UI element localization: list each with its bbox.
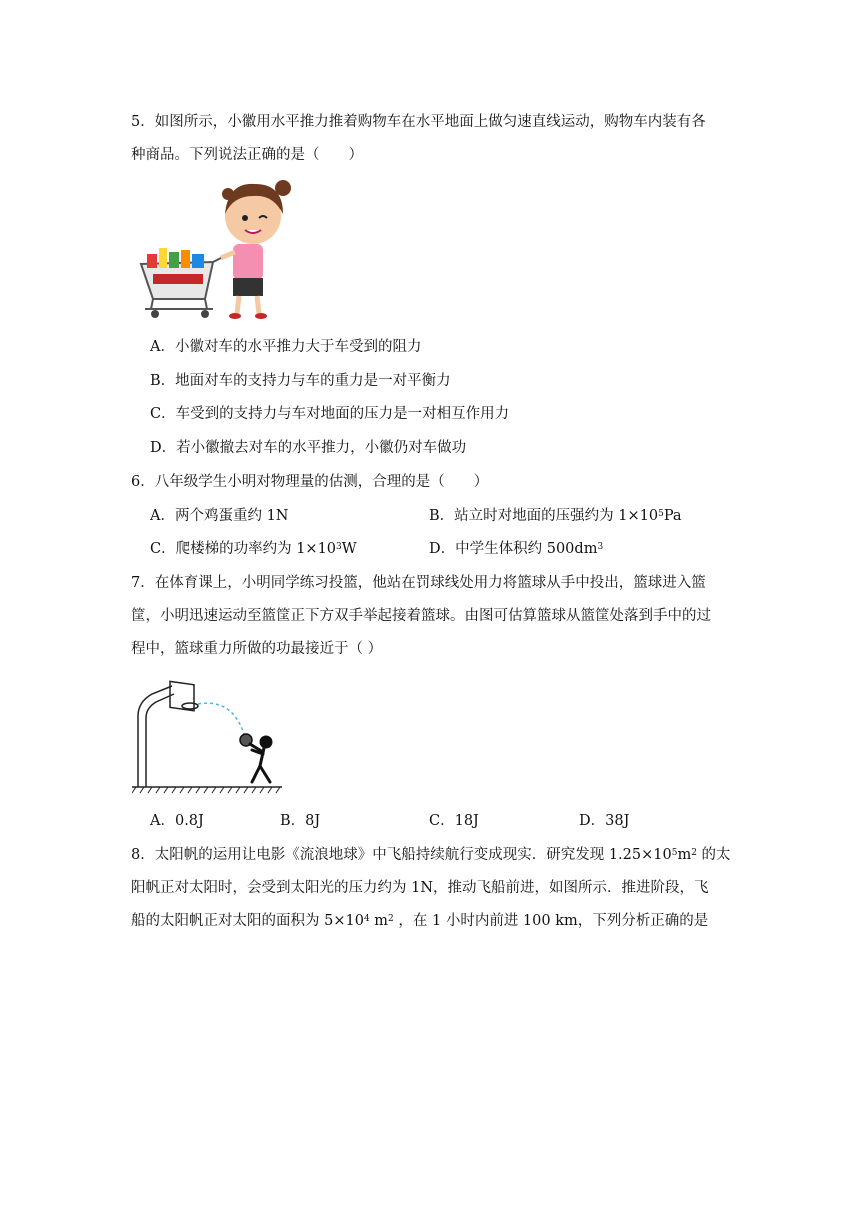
q7-stem-line3: 程中，篮球重力所做的功最接近于（ ） <box>131 641 383 657</box>
q8-stem-line2: 阳帆正对太阳时，会受到太阳光的压力约为 1N，推动飞船前进，如图所示．推进阶段，飞 <box>131 880 709 896</box>
q6-option-c: C．爬楼梯的功率约为 $1\times 10^3W$ <box>150 541 357 557</box>
q8-stem-line1: 8．太阳帆的运用让电影《流浪地球》中飞船持续航行变成现实．研究发现 $1.25\times 10^5m^2$ 的太 <box>131 847 731 863</box>
q5-option-c: C．车受到的支持力与车对地面的压力是一对相互作用力 <box>150 406 510 422</box>
q5-stem-line2: 种商品。下列说法正确的是（ ） <box>131 147 363 163</box>
q7-option-a: A．0.8J <box>150 813 204 829</box>
q5-option-b: B．地面对车的支持力与车的重力是一对平衡力 <box>150 373 451 389</box>
q7-option-d: D．38J <box>579 813 630 829</box>
q7-option-c: C．18J <box>429 813 479 829</box>
q5-option-d: D．若小徽撤去对车的水平推力，小徽仍对车做功 <box>150 440 467 456</box>
q6-stem: 6．八年级学生小明对物理量的估测，合理的是（ ） <box>131 474 489 490</box>
girl-shopping-cart-image <box>133 174 298 324</box>
q5-option-a: A．小徽对车的水平推力大于车受到的阻力 <box>150 339 422 355</box>
q7-option-b: B．8J <box>280 813 321 829</box>
q5-stem-line1: 5．如图所示，小徽用水平推力推着购物车在水平地面上做匀速直线运动，购物车内装有各 <box>131 114 706 130</box>
q6-option-b: B．站立时对地面的压强约为 $1\times 10^5Pa$ <box>429 508 682 524</box>
q6-option-a: A．两个鸡蛋重约 1N <box>150 508 289 524</box>
q8-stem-line3: 船的太阳帆正对太阳的面积为 $5\times 10^4$ $m^2$ ，在 1 小时内前进 100 km，下列分析正确的是 <box>131 913 709 929</box>
q6-option-d: D．中学生体积约 $500dm^3$ <box>429 541 604 557</box>
q7-stem-line2: 筐，小明迅速运动至篮筐正下方双手举起接着篮球。由图可估算篮球从篮筐处落到手中的过 <box>131 608 711 624</box>
basketball-hoop-figure <box>132 672 282 797</box>
q7-stem-line1: 7．在体育课上，小明同学练习投篮，他站在罚球线处用力将篮球从手中投出，篮球进入篮 <box>131 575 706 591</box>
